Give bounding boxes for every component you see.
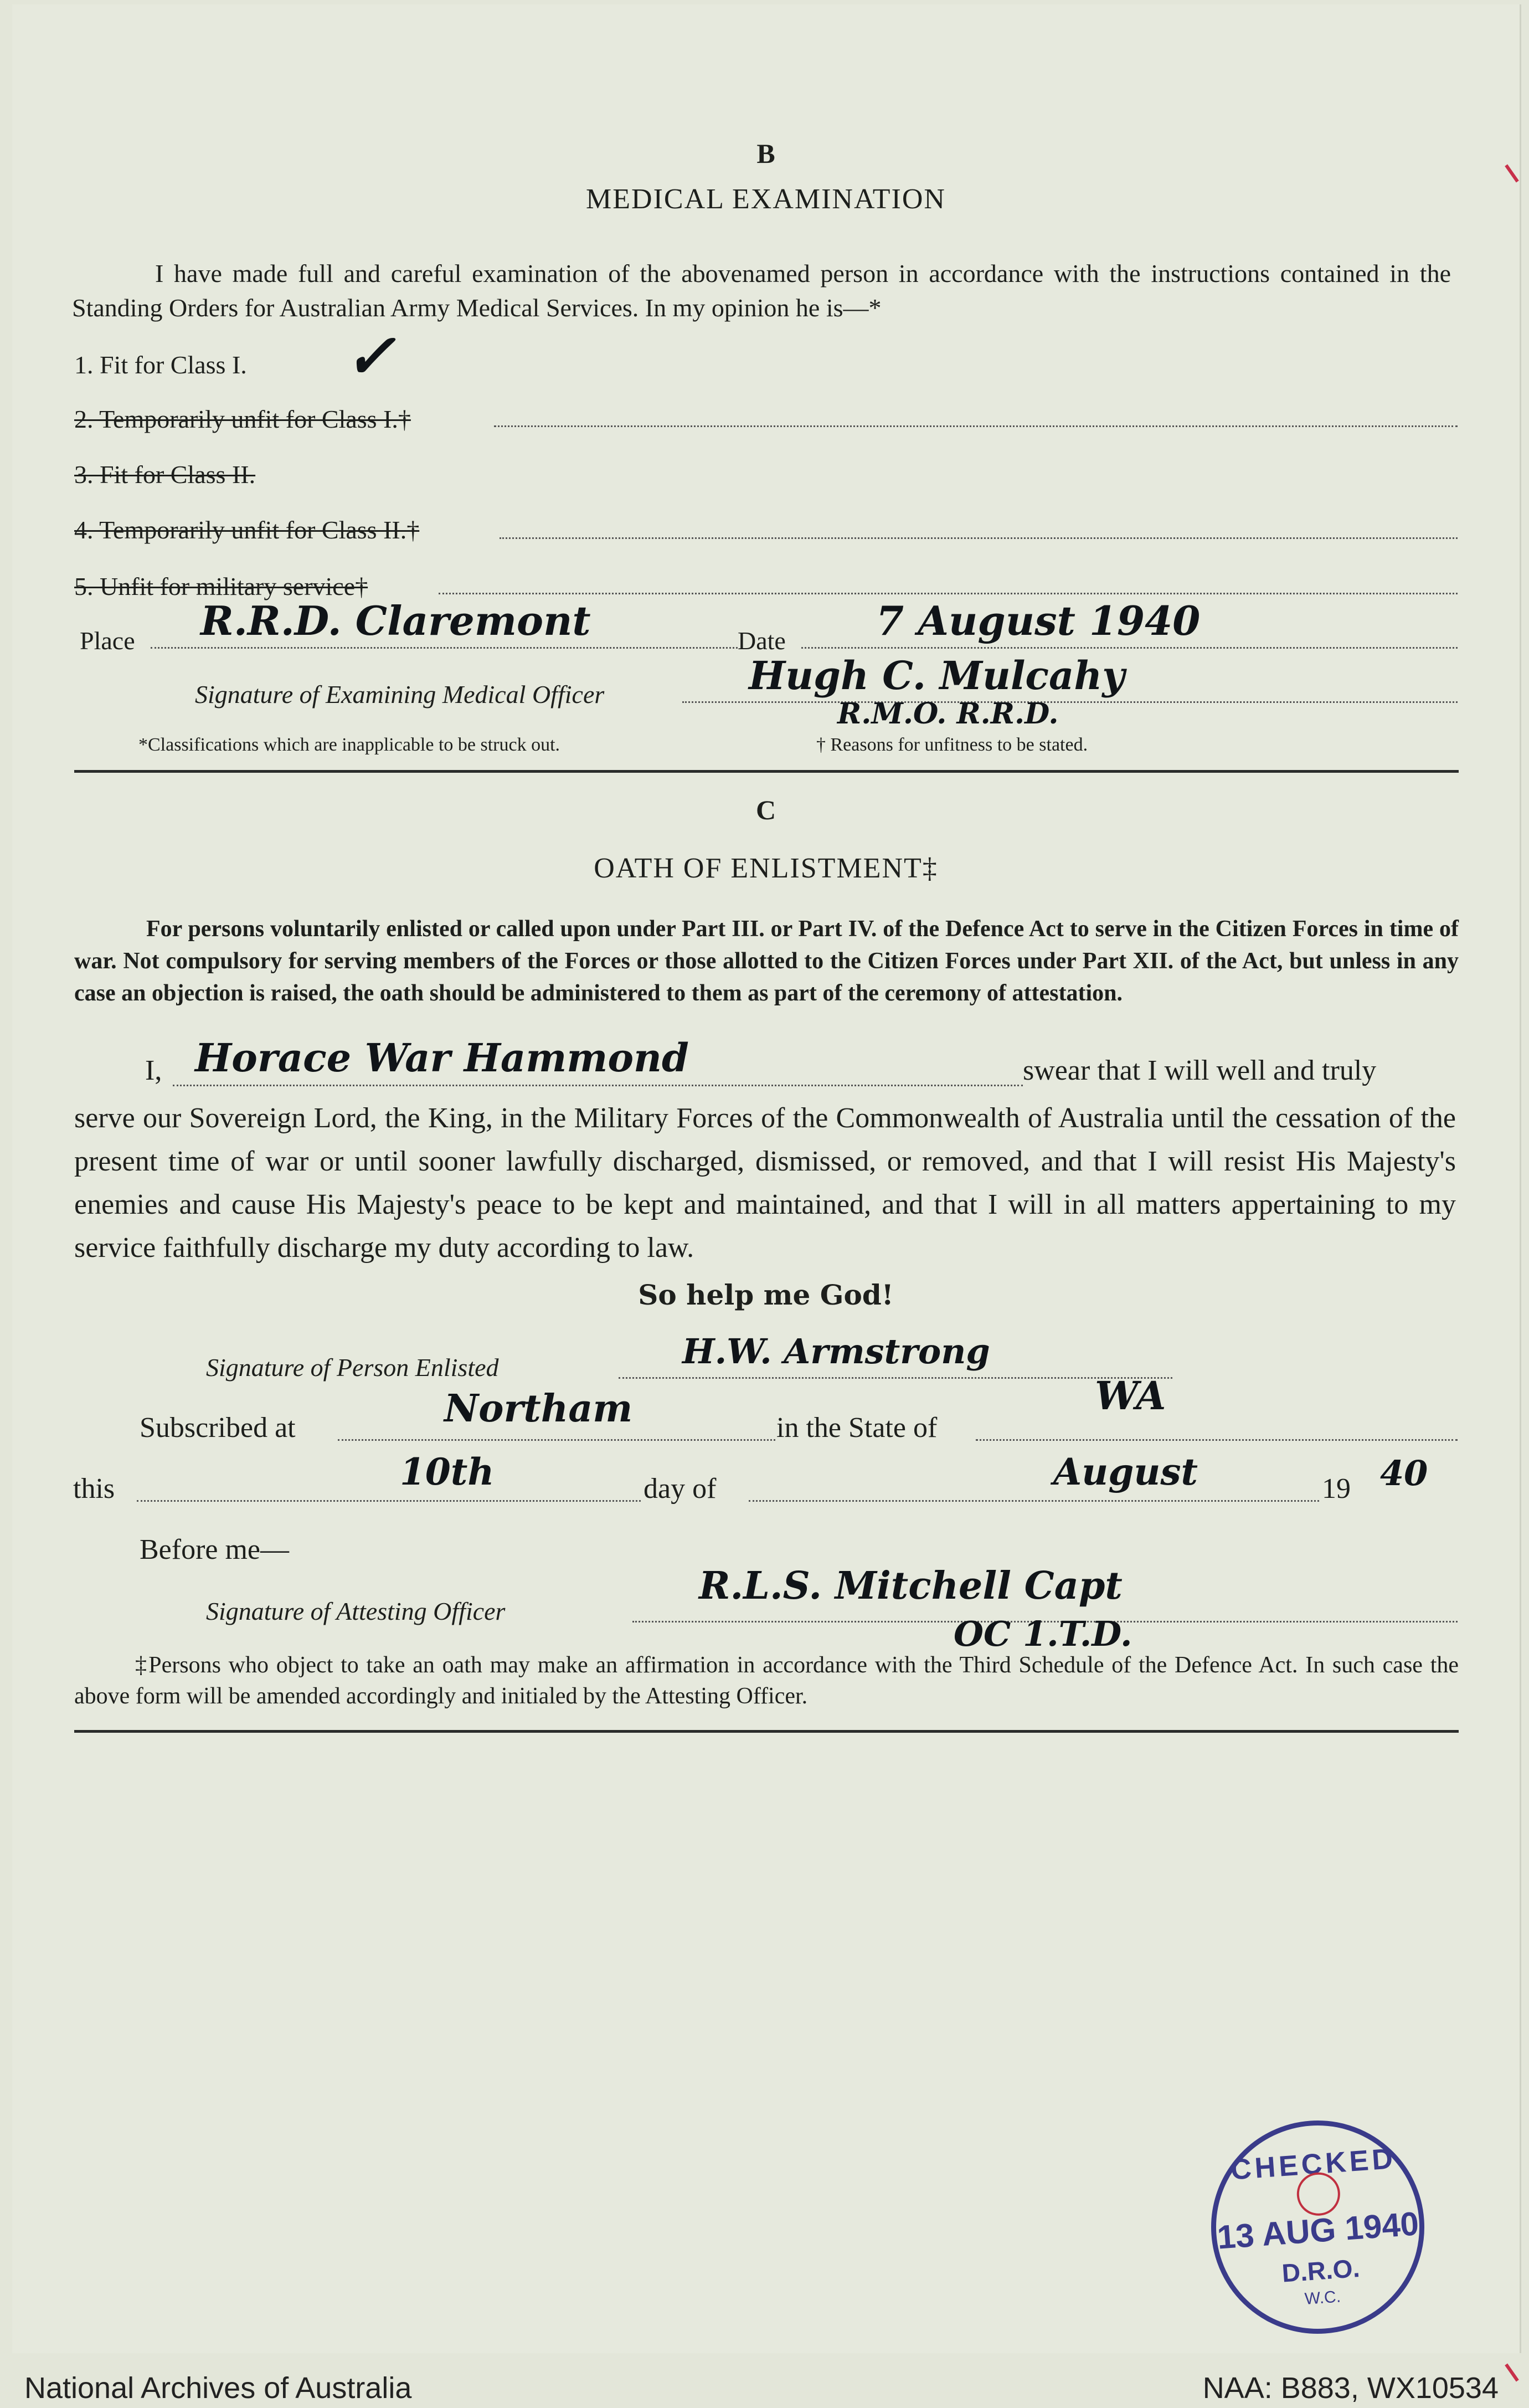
item-unfit-military: 5. Unfit for military service†: [74, 572, 368, 600]
footnote-reasons: † Reasons for unfitness to be stated.: [816, 735, 1088, 755]
state-label: in the State of: [776, 1412, 938, 1444]
person-enlisted-signature: H.W. Armstrong: [682, 1331, 990, 1372]
subscribed-label: Subscribed at: [140, 1412, 296, 1444]
section-b-title: MEDICAL EXAMINATION: [586, 183, 946, 215]
item-fit-class-2: 3. Fit for Class II.: [74, 460, 256, 489]
state-value: WA: [1095, 1373, 1166, 1419]
section-b-intro: I have made full and careful examination of the abovenamed person in accordance with the instructions contained in the Standing Orders for Australian Army Medical Services. In my opinion he is—*: [72, 259, 1451, 322]
place-label: Place: [80, 627, 135, 655]
before-me: Before me—: [140, 1534, 290, 1565]
dotted-line: [749, 1500, 1319, 1502]
section-divider: [74, 770, 1459, 773]
affirmation-note: ‡Persons who object to take an oath may make an affirmation in accordance with the Third Schedule of the Defence Act. In such case the above form will be amended accordingly and initialed by the Attesting Officer.: [74, 1652, 1459, 1709]
dotted-line: [173, 1085, 1023, 1086]
dotted-line: [801, 647, 1458, 649]
day-of-label: day of: [643, 1473, 717, 1505]
oath-prefix: I,: [145, 1055, 162, 1086]
dotted-line: [500, 537, 1458, 539]
examining-officer-signature: Hugh C. Mulcahy: [749, 653, 1125, 699]
item-temp-unfit-class-1: 2. Temporarily unfit for Class I.†: [74, 405, 411, 433]
person-enlisted-label: Signature of Person Enlisted: [206, 1353, 499, 1382]
oath-swear: swear that I will well and truly: [1023, 1055, 1377, 1086]
section-b-letter: B: [756, 138, 775, 169]
place-value: R.R.D. Claremont: [200, 597, 591, 644]
dotted-line: [494, 425, 1458, 427]
year-value: 40: [1380, 1453, 1428, 1493]
oath-name: Horace War Hammond: [195, 1035, 689, 1081]
so-help-me-god: So help me God!: [638, 1279, 894, 1311]
stamp-sub: W.C.: [1304, 2287, 1342, 2308]
year-prefix: 19: [1322, 1473, 1351, 1505]
day-value: 10th: [400, 1450, 495, 1493]
tick-mark: ✓: [344, 320, 396, 392]
document-page: [12, 4, 1521, 2353]
oath-body: serve our Sovereign Lord, the King, in the Military Forces of the Commonwealth of Australia until the cessation of the present time of war or until sooner lawfully discharged, dismissed, or removed, and that I will resist His Majesty's enemies and cause His Majesty's peace to be kept and maintained, and that I will in all matters appertaining to my service faithfully discharge my duty according to law.: [74, 1102, 1456, 1264]
footnote-classifications: *Classifications which are inapplicable to be struck out.: [138, 735, 560, 755]
archive-reference: NAA: B883, WX10534: [1202, 2371, 1499, 2405]
dotted-line: [151, 647, 738, 649]
dotted-line: [137, 1500, 641, 1502]
section-divider: [74, 1730, 1459, 1733]
dotted-line: [976, 1439, 1458, 1441]
dotted-line: [439, 593, 1458, 594]
date-label: Date: [738, 627, 786, 655]
dotted-line: [682, 701, 1458, 703]
attesting-officer-label: Signature of Attesting Officer: [206, 1597, 506, 1625]
month-value: August: [1053, 1450, 1198, 1493]
archive-name: National Archives of Australia: [24, 2371, 412, 2405]
checked-stamp: [1204, 2113, 1432, 2341]
examining-officer-unit: R.M.O. R.R.D.: [837, 697, 1059, 731]
dotted-line: [338, 1439, 775, 1441]
stamp-office: D.R.O.: [1281, 2253, 1361, 2288]
stamp-date: 13 AUG 1940: [1216, 2205, 1420, 2256]
red-edge-mark: [1505, 2364, 1519, 2382]
oath-notice: For persons voluntarily enlisted or called upon under Part III. or Part IV. of the Defence Act to serve in the Citizen Forces in time of war. Not compulsory for serving members of the Forces or those allotted to the Citizen Forces under Part XII. of the Act, but unless in any case an objection is raised, the oath should be administered to them as part of the ceremony of attestation.: [74, 916, 1459, 1006]
section-c-title: OATH OF ENLISTMENT‡: [594, 853, 938, 884]
item-temp-unfit-class-2: 4. Temporarily unfit for Class II.†: [74, 516, 420, 544]
this-label: this: [73, 1473, 115, 1505]
attesting-officer-unit: OC 1.T.D.: [954, 1614, 1132, 1654]
subscribed-place: Northam: [444, 1387, 633, 1431]
section-c-letter: C: [755, 794, 776, 825]
dotted-line: [619, 1377, 1172, 1379]
date-value: 7 August 1940: [876, 597, 1201, 644]
stamp-checked-text: CHECKED: [1229, 2142, 1397, 2186]
item-fit-class-1: 1. Fit for Class I.: [74, 351, 247, 379]
examining-officer-label: Signature of Examining Medical Officer: [195, 680, 605, 708]
attesting-officer-signature: R.L.S. Mitchell Capt: [699, 1564, 1123, 1608]
